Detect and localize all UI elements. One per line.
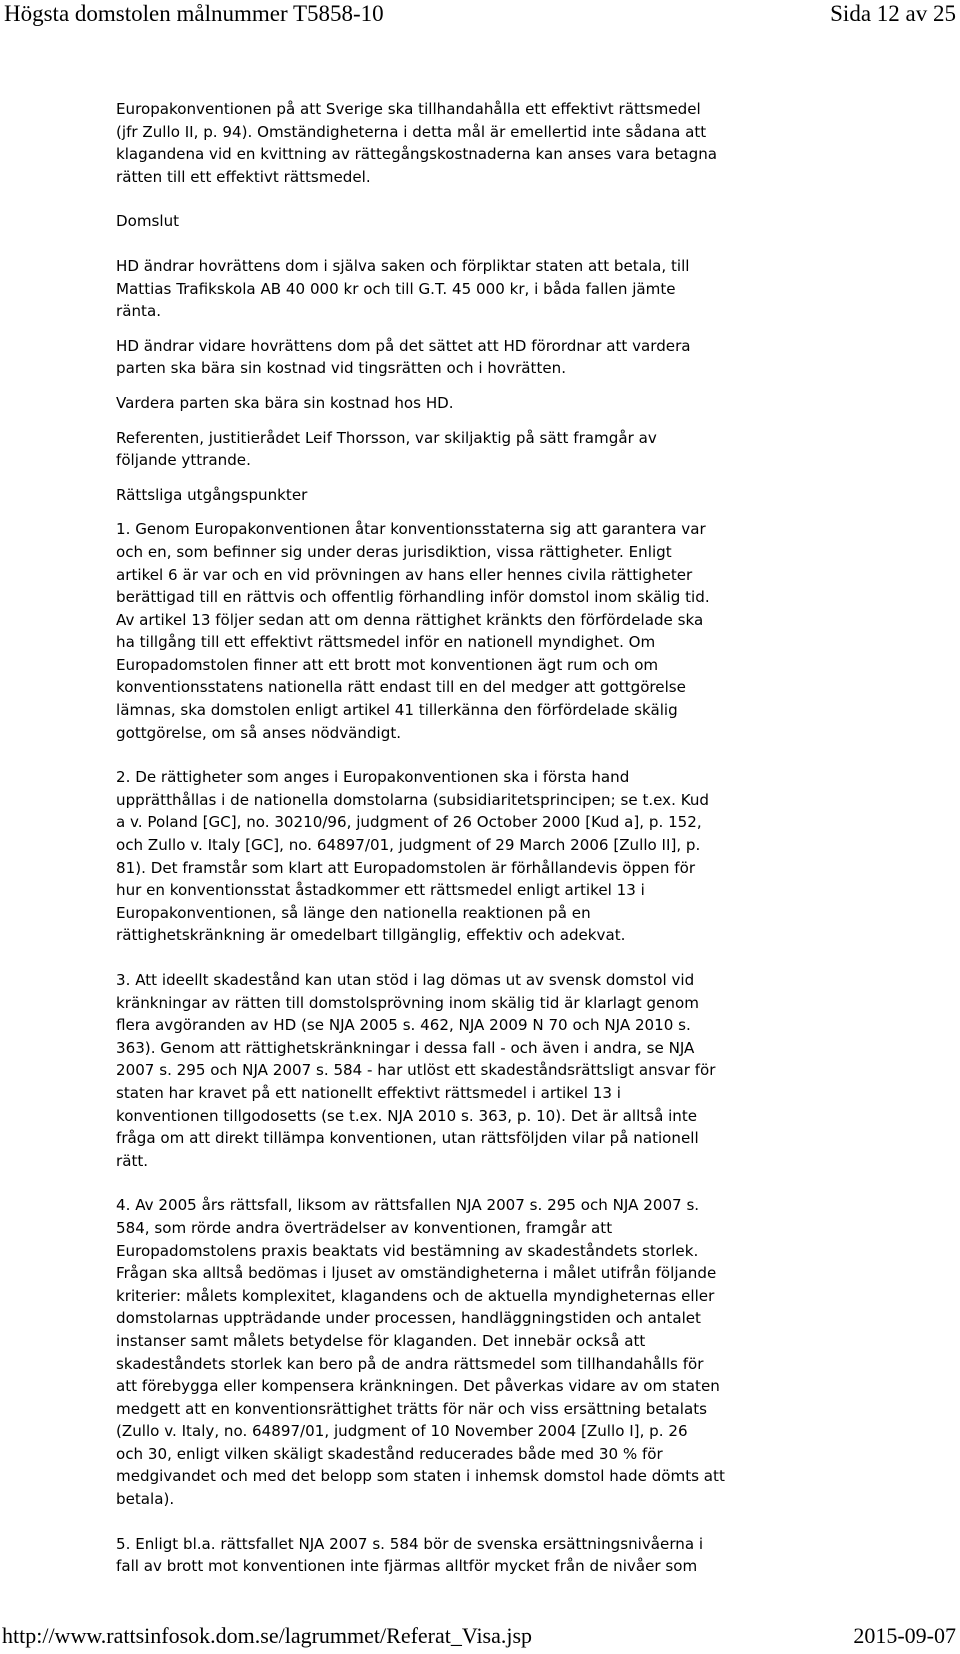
- referent-paragraph: Referenten, justitierådet Leif Thorsson, var skiljaktig på sätt framgår av följande yttrande.: [116, 428, 657, 470]
- domslut-paragraph-1: HD ändrar hovrättens dom i själva saken och förpliktar staten att betala, till Mattias Trafikskola AB 40 000 kr och till G.T. 45 000 kr, i båda fallen jämte ränta.: [116, 256, 690, 321]
- source-url: http://www.rattsinfosok.dom.se/lagrummet/Referat_Visa.jsp: [2, 1623, 533, 1648]
- domslut-paragraph-2: HD ändrar vidare hovrättens dom på det sättet att HD förordnar att vardera parten ska bära sin kostnad vid tingsrätten och i hovrätten.: [116, 336, 691, 378]
- point-2: 2. De rättigheter som anges i Europakonventionen ska i första hand upprätthållas i de nationella domstolarna (subsidiaritetsprincipen; se t.ex. Kud a v. Poland [GC], no. 30210/96, judgment of 26 October 2000 [Kud a], p. 152, och Zullo v. Italy [GC], no. 64897/01, judgment of 29 March 2006 [Zullo II], p. 81). Det framstår som klart att Europadomstolen är förhållandevis öppen för hur en konventionsstat åstadkommer ett rättsmedel enligt artikel 13 i Europakonventionen, så länge den nationella reaktionen på en rättighetskränkning är omedelbart tillgänglig, effektiv och adekvat.: [116, 768, 709, 945]
- point-1: 1. Genom Europakonventionen åtar konventionsstaterna sig att garantera var och en, som befinner sig under deras jurisdiktion, vissa rättigheter. Enligt artikel 6 är var och en vid prövningen av hans eller hennes civila rättigheter berättigad till en rättvis och offentlig förhandling inför domstol inom skälig tid. Av artikel 13 följer sedan att om denna rättighet kränkts den förfördelade ska ha tillgång till ett effektivt rättsmedel inför en nationell myndighet. Om Europadomstolen finner att ett brott mot konventionen ägt rum och om konventionsstatens nationella rätt endast till en del medger att gottgörelse lämnas, ska domstolen enligt artikel 41 tillerkänna den förfördelade skälig gottgörelse, om så anses nödvändigt.: [116, 520, 710, 742]
- page-header: [0, 0, 960, 30]
- domslut-heading: Domslut: [116, 212, 180, 231]
- domslut-paragraph-3: Vardera parten ska bära sin kostnad hos HD.: [116, 393, 454, 412]
- intro-paragraph: Europakonventionen på att Sverige ska tillhandahålla ett effektivt rättsmedel (jfr Zullo II, p. 94). Omständigheterna i detta mål är emellertid inte sådana att klagandena vid en kvittning av rättegångskostnaderna kan anses vara betagna rätten till ett effektivt rättsmedel.: [116, 100, 718, 186]
- page-footer: [0, 1622, 960, 1652]
- print-date: 2015-09-07: [853, 1623, 956, 1648]
- point-5: 5. Enligt bl.a. rättsfallet NJA 2007 s. 584 bör de svenska ersättningsnivåerna i fall av brott mot konventionen inte fjärmas alltför mycket från de nivåer som: [116, 1534, 704, 1576]
- point-3: 3. Att ideellt skadestånd kan utan stöd i lag dömas ut av svensk domstol vid kränkningar av rätten till domstolsprövning inom skälig tid är klarlagt genom flera avgöranden av HD (se NJA 2005 s. 462, NJA 2009 N 70 och NJA 2010 s. 363). Genom att rättighetskränkningar i dessa fall - och även i andra, se NJA 2007 s. 295 och NJA 2007 s. 584 - har utlöst ett skadeståndsrättsligt ansvar för staten har kravet på ett nationellt effektivt rättsmedel i artikel 13 i konventionen tillgodosetts (se t.ex. NJA 2010 s. 363, p. 10). Det är alltså inte fråga om att direkt tillämpa konventionen, utan rättsföljden vilar på nationell rätt.: [116, 971, 716, 1170]
- page-number: Sida 12 av 25: [830, 1, 956, 26]
- document-body: [116, 98, 832, 1578]
- point-4: 4. Av 2005 års rättsfall, liksom av rättsfallen NJA 2007 s. 295 och NJA 2007 s. 584, som rörde andra överträdelser av konventionen, framgår att Europadomstolens praxis beaktats vid bestämning av skadeståndets storlek. Frågan ska alltså bedömas i ljuset av omständigheterna i målet utifrån följande kriterier: målets komplexitet, klagandens och de aktuella myndigheternas eller domstolarnas uppträdande under processen, handläggningstiden och antalet instanser samt målets betydelse för klaganden. Det innebär också att skadeståndets storlek kan bero på de andra rättsmedel som tillhandahålls för att förebygga eller kompensera kränkningen. Det påverkas vidare av om staten medgett att en konventionsrättighet trätts för när och viss ersättning betalats (Zullo v. Italy, no. 64897/01, judgment of 10 November 2004 [Zullo I], p. 26 och 30, enligt vilken skäligt skadestånd reducerades både med 30 % för medgivandet och med det belopp som staten i inhemsk domstol hade dömts att betala).: [116, 1196, 725, 1509]
- document-title: Högsta domstolen målnummer T5858-10: [4, 1, 384, 26]
- section-heading: Rättsliga utgångspunkter: [116, 485, 308, 504]
